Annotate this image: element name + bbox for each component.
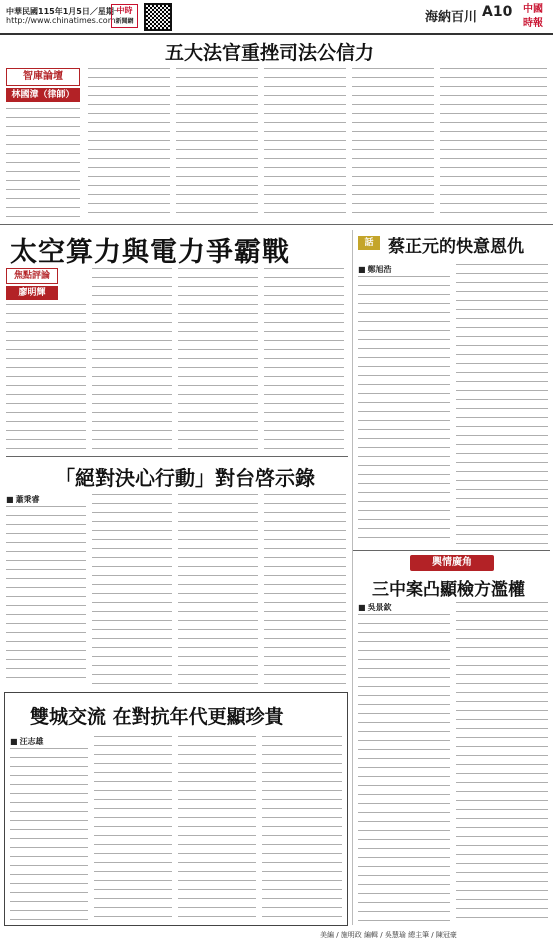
- sanzhong-top-rule: [352, 550, 550, 551]
- ai-power-headline: 太空算力與電力爭霸戰: [10, 237, 290, 268]
- resolve-top-rule: [6, 456, 348, 457]
- twin-author: ■ 汪志雄: [10, 736, 44, 747]
- header-rule: [0, 33, 553, 35]
- court-text-col-6: [440, 68, 547, 220]
- logo-small-line2: 新聞網: [115, 18, 134, 25]
- court-text-col-4: [264, 68, 346, 220]
- logo-small-line1: 中時: [116, 6, 133, 15]
- sanzhong-text-col-2: [456, 602, 548, 922]
- resolve-headline: 「絕對決心行動」對台啓示錄: [55, 466, 315, 490]
- court-bottom-rule: [0, 224, 553, 225]
- page-number: A10: [482, 4, 513, 20]
- cai-section-author: ■ 鄭旭浩: [358, 264, 392, 275]
- section-name: 海納百川: [425, 10, 478, 25]
- twin-text-col-3: [178, 736, 256, 920]
- twin-headline: 雙城交流 在對抗年代更顯珍貴: [30, 706, 284, 728]
- court-column-tag: 智庫論壇: [6, 68, 80, 86]
- issue-date: 中華民國115年1月5日／星期一: [6, 7, 122, 16]
- court-text-col-5: [352, 68, 434, 220]
- site-url[interactable]: http://www.chinatimes.com: [6, 16, 116, 25]
- sanzhong-ribbon: 輿情廣角: [410, 555, 494, 571]
- twin-text-col-4: [262, 736, 342, 920]
- court-text-col-1: [6, 108, 80, 220]
- resolve-text-col-2: [92, 494, 172, 686]
- resolve-text-col-4: [264, 494, 346, 686]
- court-text-col-2: [88, 68, 170, 220]
- logo-big-line1: 中國: [523, 4, 543, 15]
- ai-power-column-tag: 焦點評論: [6, 268, 58, 284]
- court-headline: 五大法官重挫司法公信力: [165, 42, 375, 64]
- twin-text-col-2: [94, 736, 172, 920]
- cai-tag: 話: [358, 236, 380, 250]
- ai-power-text-col-2: [92, 268, 172, 452]
- cai-text-col-1: [358, 276, 450, 546]
- qr-code-icon: [144, 3, 172, 31]
- twin-text-col-1: [10, 748, 88, 920]
- ai-power-text-col-4: [264, 268, 344, 452]
- cai-text-col-2: [456, 264, 548, 546]
- logo-big-line2: 時報: [523, 18, 543, 29]
- court-text-col-3: [176, 68, 258, 220]
- chinatimes-news-logo: [111, 4, 138, 28]
- ai-power-text-col-1: [6, 304, 86, 452]
- cai-headline: 蔡正元的快意恩仇: [388, 237, 524, 257]
- resolve-text-col-3: [178, 494, 258, 686]
- sanzhong-author: ■ 吳景欽: [358, 602, 392, 613]
- sanzhong-headline: 三中案凸顯檢方濫權: [372, 580, 525, 600]
- resolve-author: ■ 蕭秉睿: [6, 494, 40, 505]
- ai-power-text-col-3: [178, 268, 258, 452]
- ai-cai-divider: [352, 230, 353, 550]
- chinatimes-logo: [517, 3, 549, 31]
- sanzhong-text-col-1: [358, 614, 450, 922]
- ai-power-author: 廖明輝: [6, 286, 58, 300]
- court-author: 林國漳（律師）: [6, 88, 80, 102]
- page-credits: 美編 / 施明政 編輯 / 吳慧瑜 總主筆 / 陳冠豪: [320, 931, 457, 939]
- resolve-text-col-1: [6, 506, 86, 686]
- sanzhong-left-divider: [352, 550, 353, 925]
